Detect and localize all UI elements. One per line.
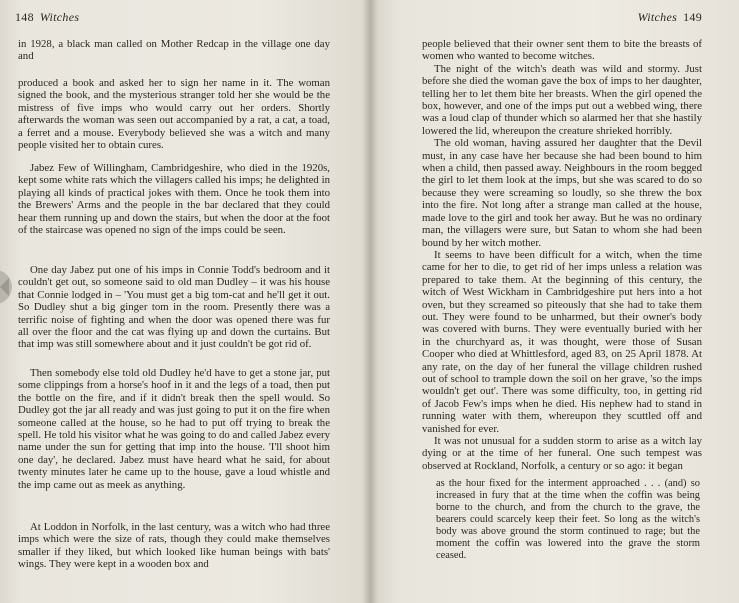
left-paragraph-3: One day Jabez put one of his imps in Connie Todd's bedroom and it couldn't get out, so someone said to old man Dudley – it was his house that Connie lodged in – 'You must get a big tom-cat and he'll get it out. So Dudley shut a big ginger tom in the room. Presently there was a terrific noise of fighting and when the door was opened there was fur all over the floor and the cat was flying up and down the curtains. But that imp was still somewhere about and it just couldn't be got rid of. [18,264,330,351]
right-body: people believed that their owner sent them to bite the breasts of women who wanted to become witches. The night of the witch's death was wild and stormy. Just before she died the woman gave the box of imps to her daughter, telling her to let them bite her breasts. When the girl opened the box, however, and one of the imps put out a webbed wing, there was a loud clap of thunder which so alarmed her that she hastily lowered the lid, whereupon the creature shrieked horribly. The old woman, having assured her daughter that the Devil must, in any case have her because she had been bound to him when a child, then passed away. Neighbours in the room begged the girl to let them look at the imps, but she was scared to do so because they were screaming so loudly, so she threw the box into the fire. Not long after a strange man called at the house, made love to the girl and took her away. But he was no ordinary man, the villagers were sure, but Satan to whom she had been bound by her witch mother. It seems to have been difficult for a witch, when the time came for her to die, to get rid of her imps unless a relation was prepared to take them. At the beginning of this century, the witch of West Wickham in Cambridgeshire put hers into a hot oven, but they screamed so piteously that she had to take them out. They were found to be unharmed, but their owner's body was covered with burns. They were eventually buried with her in the churchyard as, it was thought, were those of Susan Cooper who died at Whittlesford, aged 83, on 25 April 1878. At any rate, on the day of her funeral the village children rushed out of school to trample down the soil on her grave, 'so the imps wouldn't get out'. There was some difficulty, too, in getting rid of Jacob Few's imps when he died. His nephew had to stand in running water with them, whereupon they scuttled off and vanished for ever. It was not unusual for a sudden storm to arise as a witch lay dying or at the time of her funeral. One such tempest was observed at Rockland, Norfolk, a century or so ago: it began [422,38,702,472]
left-paragraph-2: Jabez Few of Willingham, Cambridgeshire, who died in the 1920s, kept some white rats which the villagers called his imps; he delighted in playing all kinds of practical jokes with them. Once he took them into the Brewers' Arms and the people in the bar declared that they could hear them running up and down the stairs, but when the door at the foot of the staircase was opened no sign of the imps could be seen. [18,162,330,237]
left-fragment-top: in 1928, a black man called on Mother Redcap in the village one day and [18,38,330,63]
book-gutter [362,0,378,603]
left-paragraph-5: At Loddon in Norfolk, in the last century, was a witch who had three imps which were the size of rats, though they could make themselves smaller if they liked, but which looked like human beings with bats' wings. They were kept in a wooden box and [18,521,330,571]
left-running-head [15,10,79,25]
right-block-quote: as the hour fixed for the interment approached . . . (and) so increased in fury that at the time when the coffin was being borne to the church, and from the church to the grave, the bearers could scarcely keep their feet. So long as the witch's body was above ground the storm continued to rage; but the moment the coffin was lowered into the grave the storm ceased. [436,478,700,561]
right-page-number: 149 [683,10,702,24]
right-running-title: Witches [637,10,678,24]
left-page-number: 148 [15,10,34,24]
right-page [370,0,739,603]
right-running-head [638,10,702,25]
left-running-title: Witches [39,10,80,24]
previous-page-arrow-icon[interactable] [0,278,9,296]
left-paragraph-1: produced a book and asked her to sign her name in it. The woman signed the book, and the mysterious stranger told her she would be the mistress of five imps who would carry out her orders. Shortly afterwards the woman was seen out accompanied by a rat, a cat, a toad, a ferret and a mouse. Everybody believed she was a witch and many people visited her to obtain cures. [18,77,330,152]
left-paragraph-4: Then somebody else told old Dudley he'd have to get a stone jar, put some clippings from a horse's hoof in it and the legs of a toad, then put the bottle on the fire, and if it didn't break then the spell would. So Dudley got the jar all ready and was just going to put it on the fire when someone called at the house, so he had to put off trying to break the spell. He told his visitor what he was going to do and called Jabez every name under the sun for getting that imp into the house. 'I'll shoot him one day', he declared. Jabez must have heard what he said, for about twenty minutes later he came up to the house, gave a loud whistle and the imp came out as meek as anything. [18,367,330,491]
